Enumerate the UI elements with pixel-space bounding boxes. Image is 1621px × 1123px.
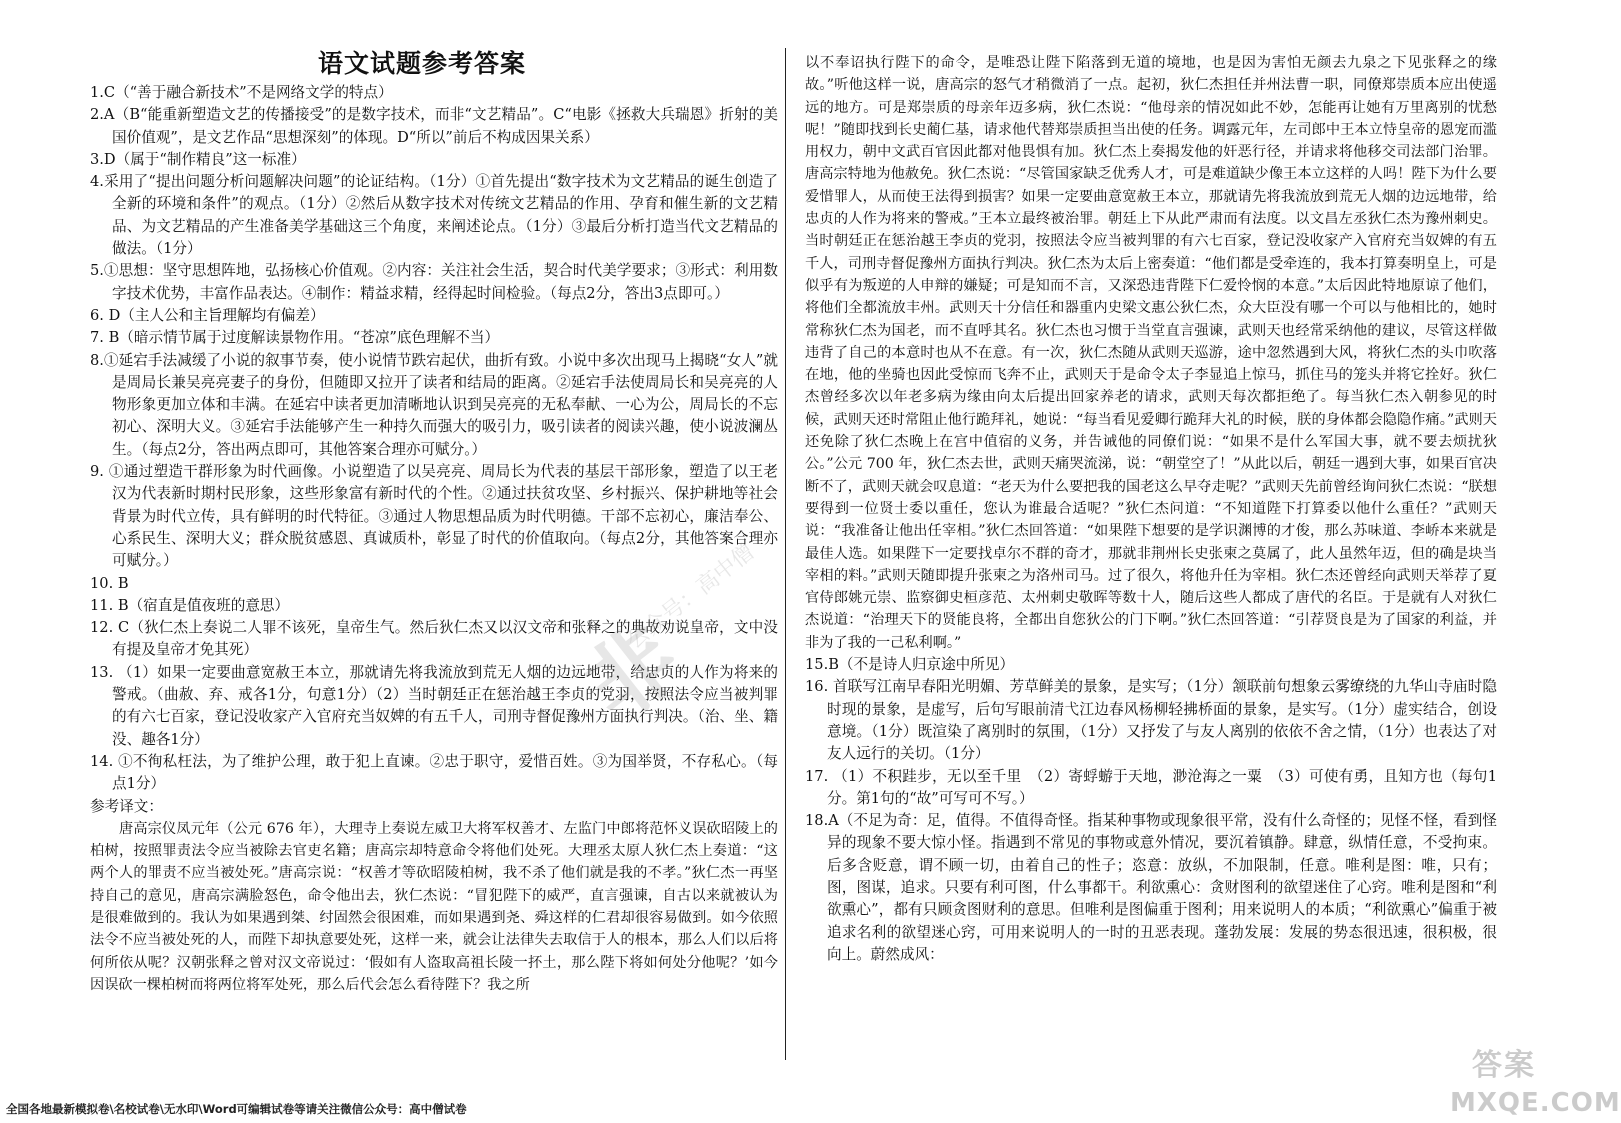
right-answer-item: 15.B（不是诗人归京途中所见） — [805, 656, 1015, 674]
left-answer-item: 参考译文： — [90, 797, 163, 815]
left-answer-item: 唐高宗仪凤元年（公元 676 年），大理寺上奏说左威卫大将军权善才、左监门中郎将范怀义误砍昭陵上的柏树，按照罪责法令应当被除去官吏名籍；唐高宗却特意命令将他们处死。大理丞太原人狄仁杰上奏道：“这两个人的罪责不应当被处死。”唐高宗说：“权善才等砍昭陵柏树，我不杀了他们就是我的不孝。”狄仁杰一再坚持自己的意见，唐高宗满脸怒色，命令他出去，狄仁杰说：“冒犯陛下的威严，直言强谏，自古以来就被认为是很难做到的。我认为如果遇到桀、纣固然会很困难，而如果遇到尧、舜这样的仁君却很容易做到。如今依照法令不应当被处死的人，而陛下却执意要处死，这样一来，就会让法律失去取信于人的根本，那么人们以后将何所依从呢？汉朝张释之曾对汉文帝说过：‘假如有人盗取高祖长陵一抔土，那么陛下将如何处分他呢？’如今因误砍一棵柏树而将两位将军处死，那么后代会怎么看待陛下？我之所 — [90, 820, 778, 993]
left-answer-item: 8.①延宕手法减缓了小说的叙事节奏，使小说情节跌宕起伏，曲折有致。小说中多次出现马上揭晓“女人”就是周局长兼吴亮亮妻子的身份，但随即又拉开了读者和结局的距离。②延宕手法使周局长和吴亮亮的人物形象更加立体和丰满。在延宕中读者更加清晰地认识到吴亮亮的无私奉献、一心为公，周局长的不忘初心、深明大义。③延宕手法能够产生一种持久而强大的吸引力，吸引读者的阅读兴趣，使小说波澜丛生。（每点2分，答出两点即可，其他答案合理亦可赋分。） — [90, 351, 778, 458]
page-title: 语文试题参考答案 — [318, 49, 527, 78]
left-answer-item: 1.C（“善于融合新技术”不是网络文学的特点） — [90, 84, 393, 101]
right-answer-item: 以不奉诏执行陛下的命令，是唯恐让陛下陷落到无道的境地，也是因为害怕无颜去九泉之下见张释之的缘故。”听他这样一说，唐高宗的怒气才稍微消了一点。起初，狄仁杰担任并州法曹一职，同僚郑崇质本应出使遥远的地方。可是郑崇质的母亲年迈多病，狄仁杰说：“他母亲的情况如此不妙，怎能再让她有万里离别的忧愁呢！”随即找到长史蔺仁基，请求他代替郑崇质担当出使的任务。调露元年，左司郎中王本立恃皇帝的恩宠而滥用权力，朝中文武百官因此都对他畏惧有加。狄仁杰上奏揭发他的奸恶行径，并请求将他移交司法部门治罪。唐高宗特地为他赦免。狄仁杰说：“尽管国家缺乏优秀人才，可是难道缺少像王本立这样的人吗！陛下为什么要爱惜罪人，从而使王法得到损害？如果一定要曲意宽赦王本立，那就请先将我流放到荒无人烟的边远地带，给忠贞的人作为将来的警戒。”王本立最终被治罪。朝廷上下从此严肃而有法度。以文昌左丞狄仁杰为豫州刺史。当时朝廷正在惩治越王李贞的党羽，按照法令应当被判罪的有六七百家，登记没收家产入官府充当奴婢的有五千人，司刑寺督促豫州方面执行判决。狄仁杰为太后上密奏道：“他们都是受牵连的，我本打算奏明皇上，可是似乎有为叛逆的人申辩的嫌疑；可是知而不言，又深恐违背陛下仁爱怜悯的本意。”太后因此特地原谅了他们，将他们全都流放丰州。武则天十分信任和器重内史梁文惠公狄仁杰，众大臣没有哪一个可以与他相比的，她时常称狄仁杰为国老，而不直呼其名。狄仁杰也习惯于当堂直言强谏，武则天也经常采纳他的建议，尽管这样做违背了自己的本意时也从不在意。有一次，狄仁杰随从武则天巡游，途中忽然遇到大风，将狄仁杰的头巾吹落在地，他的坐骑也因此受惊而飞奔不止，武则天于是命令太子李显追上惊马，抓住马的笼头并将它拴好。狄仁杰曾经多次以年老多病为缘由向太后提出回家养老的请求，武则天每次都拒绝了。每当狄仁杰入朝参见的时候，武则天还时常阻止他行跪拜礼，她说：“每当看见爱卿行跪拜大礼的时候，朕的身体都会隐隐作痛。”武则天还免除了狄仁杰晚上在宫中值宿的义务，并告诫他的同僚们说：“如果不是什么军国大事，就不要去烦扰狄公。”公元 700 年，狄仁杰去世，武则天痛哭流涕，说：“朝堂空了！”从此以后，朝廷一遇到大事，如果百官决断不了，武则天就会叹息道：“老天为什么要把我的国老这么早夺走呢？”武则天先前曾经询问狄仁杰说：“朕想要得到一位贤士委以重任，您认为谁最合适呢？”狄仁杰问道：“不知道陛下打算委以他什么重任？”武则天说：“我准备让他出任宰相。”狄仁杰回答道：“如果陛下想要的是学识渊博的才俊，那么苏味道、李峤本来就是最佳人选。如果陛下一定要找卓尔不群的奇才，那就非荆州长史张柬之莫属了，此人虽然年迈，但的确是块当宰相的料。”武则天随即提升张柬之为洛州司马。过了很久，将他升任为宰相。狄仁杰还曾经向武则天举荐了夏官侍郎姚元崇、监察御史桓彦范、太州刺史敬晖等数十人，随后这些人都成了唐代的名臣。于是就有人对狄仁杰说道：“治理天下的贤能良将，全都出自您狄公的门下啊。”狄仁杰回答道：“引荐贤良是为了国家的利益，并非为了我的一己私利啊。” — [805, 55, 1497, 651]
right-column — [805, 52, 1497, 1092]
left-answer-item: 6. D（主人公和主旨理解均有偏差） — [90, 306, 325, 324]
watermark-text: 非 — [566, 599, 707, 741]
left-answer-item: 11. B（宿直是值夜班的意思） — [90, 596, 290, 614]
right-answer-item: 18.A（不足为奇：足，值得。不值得奇怪。指某种事物或现象很平常，没有什么奇怪的；见怪不怪，看到怪异的现象不要大惊小怪。指遇到不常见的事物或意外情况，要沉着镇静。肆意，纵情任意，不受拘束。后多含贬意，谓不顾一切，由着自己的性子；恣意：放纵，不加限制，任意。唯利是图：唯，只有；图，图谋，追求。只要有利可图，什么事都干。利欲熏心：贪财图利的欲望迷住了心窍。唯利是图和“利欲熏心”，都有只顾贪图财利的意思。但唯利是图偏重于图利；用来说明人的本质；“利欲熏心”偏重于被追求名利的欲望迷心窍，可用来说明人的一时的丑恶表现。蓬勃发展：发展的势态很迅速，很积极，很向上。蔚然成风： — [805, 812, 1497, 963]
column-divider — [785, 48, 786, 1060]
left-answer-item: 4.采用了“提出问题分析问题解决问题”的论证结构。（1分）①首先提出“数字技术为文艺精品的诞生创造了全新的环境和条件”的观点。（1分）②然后从数字技术对传统文艺精品的作用、孕育和催生新的文艺精品、为文艺精品的产生准备美学基础这三个角度，来阐述论点。（1分）③最后分析打造当代文艺精品的做法。（1分） — [90, 173, 778, 258]
logo-text-top: 答案 — [1472, 1048, 1536, 1083]
left-answer-item: 14. ①不徇私枉法，为了维护公理，敢于犯上直谏。②忠于职守，爱惜百姓。③为国举贤，不存私心。（每点1分） — [90, 752, 778, 793]
left-answer-item: 10. B — [90, 574, 129, 592]
right-answer-item: 17. （1）不积跬步，无以至千里 （2）寄蜉蝣于天地，渺沧海之一粟 （3）可使有勇，且知方也（每句1分。第1句的“故”可写可不写。） — [805, 767, 1497, 807]
left-answer-item: 13. （1）如果一定要曲意宽赦王本立，那就请先将我流放到荒无人烟的边远地带，给忠贞的人作为将来的警戒。（曲赦、弃、戒各1分，句意1分）（2）当时朝廷正在惩治越王李贞的党羽，按照法令应当被判罪的有六七百家，登记没收家产入官府充当奴婢的有五千人，司刑寺督促豫州方面执行判决。（治、坐、籍没、趣各1分） — [90, 663, 778, 748]
left-answer-item: 7. B（暗示情节属于过度解读景物作用。“苍凉”底色理解不当） — [90, 329, 500, 347]
left-column — [90, 82, 778, 1092]
left-answer-item: 5.①思想：坚守思想阵地，弘扬核心价值观。②内容：关注社会生活，契合时代美学要求；③形式：利用数字技术优势，丰富作品表达。④制作：精益求精，经得起时间检验。（每点2分，答出3点即可。） — [90, 262, 778, 302]
left-answer-item: 9. ①通过塑造干群形象为时代画像。小说塑造了以吴亮亮、周局长为代表的基层干部形象，塑造了以王老汉为代表新时期村民形象，这些形象富有新时代的个性。②通过扶贫攻坚、乡村振兴、保护耕地等社会背景为时代立传，具有鲜明的时代特征。③通过人物思想品质为时代明德。干部不忘初心，廉洁奉公、心系民生、深明大义；群众脱贫感恩、真诚质朴，彰显了时代的价值取向。（每点2分，其他答案合理亦可赋分。） — [90, 463, 778, 570]
left-answer-item: 2.A（B“能重新塑造文艺的传播接受”的是数字技术，而非“文艺精品”。C“电影《拯救大兵瑞恩》折射的美国价值观”，是文艺作品“思想深刻”的体现。D“所以”前后不构成因果关系） — [90, 106, 778, 146]
watermark-subtext: 公众号：高中僧 — [622, 539, 760, 655]
logo-text-bottom: MXQE.COM — [1450, 1088, 1621, 1118]
right-answer-item: 16. 首联写江南早春阳光明媚、芳草鲜美的景象，是实写；（1分）颔联前句想象云雾缭绕的九华山寺庙时隐时现的景象，是虚写，后句写眼前清弋江边春风杨柳轻拂桥面的景象，是实写。（1分）虚实结合，创设意境。（1分）既渲染了离别时的氛围，（1分）又抒发了与友人离别的依依不舍之情，（1分）也表达了对友人远行的关切。（1分） — [805, 678, 1497, 763]
left-answer-item: 12. C（狄仁杰上奏说二人罪不该死，皇帝生气。然后狄仁杰又以汉文帝和张释之的典故劝说皇帝，文中没有提及皇帝才免其死） — [90, 619, 778, 659]
left-answer-item: 3.D（属于“制作精良”这一标准） — [90, 150, 306, 168]
footer-note: 全国各地最新模拟卷\名校试卷\无水印\Word可编辑试卷等请关注微信公众号：高中僧试卷 — [6, 1102, 467, 1116]
